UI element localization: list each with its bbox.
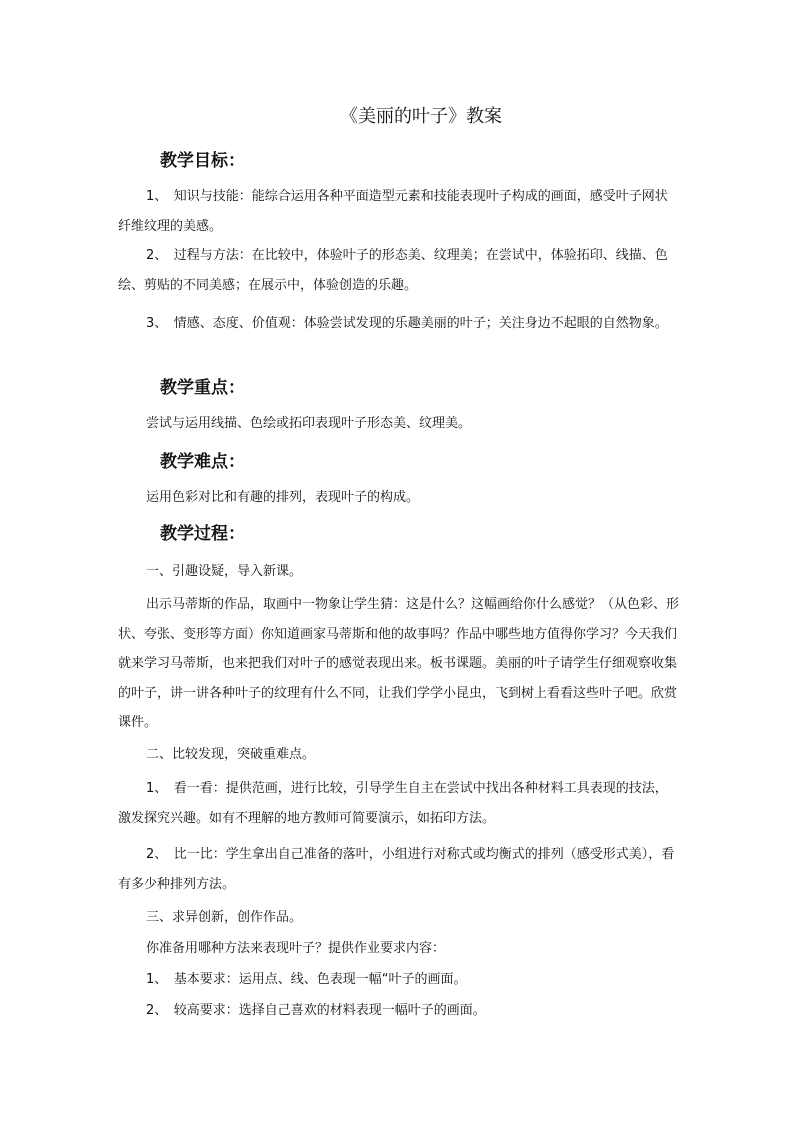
step-2-title: 二、比较发现，突破重难点。 — [146, 747, 316, 762]
difficulty-heading: 教学难点： — [160, 452, 245, 472]
key-heading: 教学重点： — [160, 378, 245, 398]
goal-2: 2、 过程与方法：在比较中，体验叶子的形态美、纹理美；在尝试中，体验拓印、线描、色绘、剪贴的不同美感；在展示中，体验创造的乐趣。 — [118, 248, 668, 293]
document-title: 《美丽的叶子》教案 — [340, 106, 502, 127]
step-3-title: 三、求异创新，创作作品。 — [146, 910, 303, 925]
difficulty-text: 运用色彩对比和有趣的排列，表现叶子的构成。 — [146, 490, 420, 505]
step-1-text: 出示马蒂斯的作品，取画中一物象让学生猜：这是什么？这幅画给你什么感觉？（从色彩、形状、夸张、变形等方面）你知道画家马蒂斯和他的故事吗？作品中哪些地方值得你学习？今天我们就来学习马蒂斯，也来把我们对叶子的感觉表现出来。板书课题。美丽的叶子请学生仔细观察收集的叶子，讲一讲各种叶子的纹理有什么不同，让我们学学小昆虫，飞到树上看看这些叶子吧。欣赏课件。 — [118, 597, 680, 730]
step-3-item-1: 1、 基本要求：运用点、线、色表现一幅“叶子的画面。 — [146, 972, 467, 987]
process-heading: 教学过程： — [160, 524, 245, 544]
goal-3: 3、 情感、态度、价值观：体验尝试发现的乐趣美丽的叶子；关注身边不起眼的自然物象。 — [146, 316, 668, 331]
goals-heading: 教学目标： — [160, 151, 245, 171]
goal-1: 1、 知识与技能：能综合运用各种平面造型元素和技能表现叶子构成的画面，感受叶子网状纤维纹理的美感。 — [118, 189, 668, 234]
key-text: 尝试与运用线描、色绘或拓印表现叶子形态美、纹理美。 — [146, 416, 472, 431]
step-2-item-2: 2、 比一比：学生拿出自己准备的落叶，小组进行对称式或均衡式的排列（感受形式美），看有多少种排列方法。 — [118, 847, 675, 892]
step-3-text: 你准备用哪种方法来表现叶子？提供作业要求内容： — [146, 941, 446, 956]
step-2-item-1: 1、 看一看：提供范画，进行比较，引导学生自主在尝试中找出各种材料工具表现的技法，激发探究兴趣。如有不理解的地方教师可简要演示，如拓印方法。 — [118, 781, 668, 826]
step-3-item-2: 2、 较高要求：选择自己喜欢的材料表现一幅叶子的画面。 — [146, 1003, 486, 1018]
step-1-title: 一、引趣设疑，导入新课。 — [146, 564, 303, 579]
